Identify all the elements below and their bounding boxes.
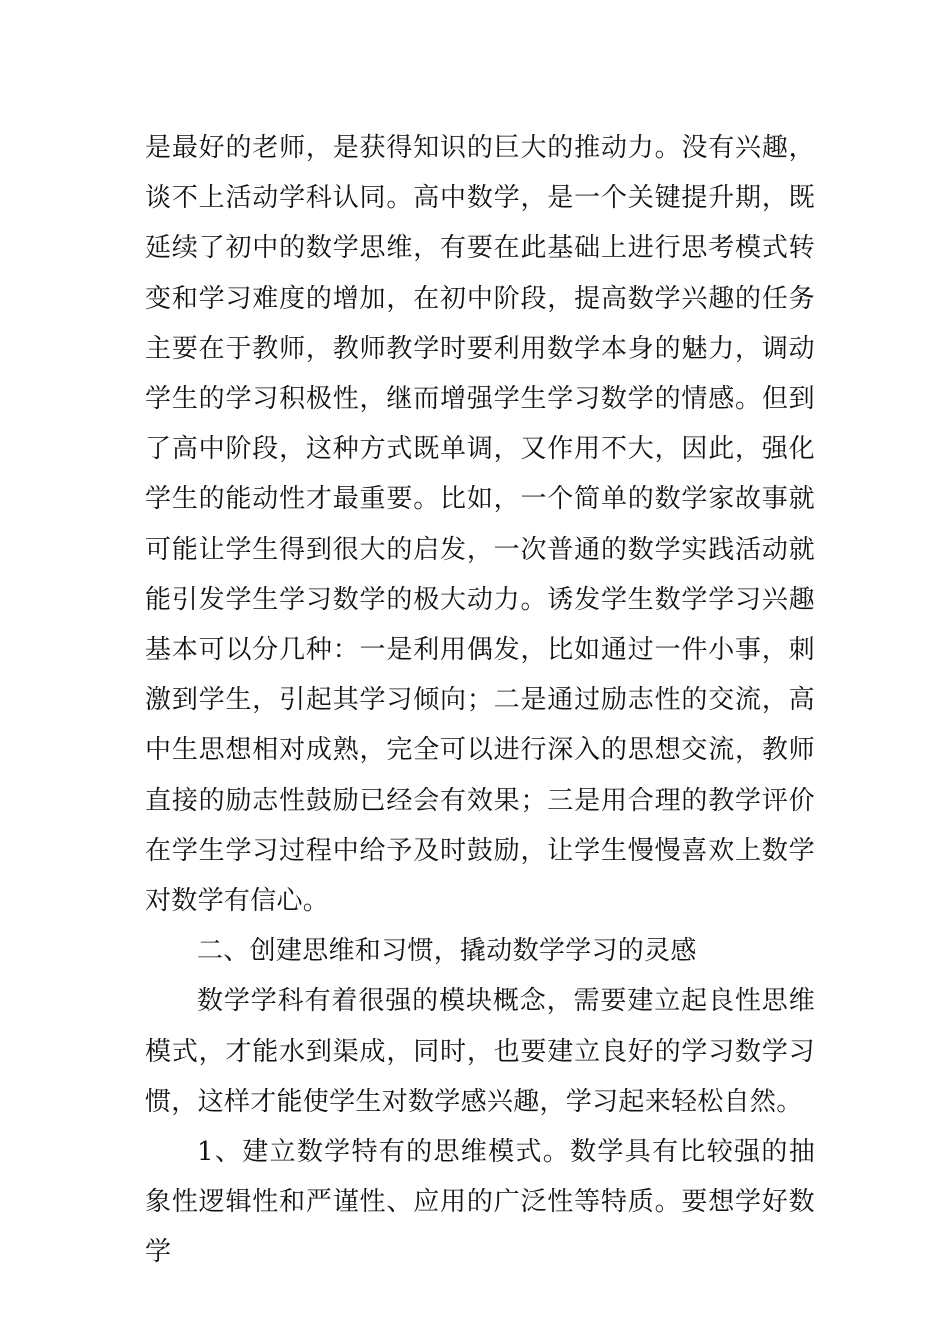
document-body	[145, 123, 815, 1278]
paragraph-interest: 是最好的老师，是获得知识的巨大的推动力。没有兴趣，谈不上活动学科认同。高中数学，是一个关键提升期，既延续了初中的数学思维，有要在此基础上进行思考模式转变和学习难度的增加，在初中阶段，提高数学兴趣的任务主要在于教师，教师教学时要利用数学本身的魅力，调动学生的学习积极性，继而增强学生学习数学的情感。但到了高中阶段，这种方式既单调，又作用不大，因此，强化学生的能动性才最重要。比如，一个简单的数学家故事就可能让学生得到很大的启发，一次普通的数学实践活动就能引发学生学习数学的极大动力。诱发学生数学学习兴趣基本可以分几种：一是利用偶发，比如通过一件小事，刺激到学生，引起其学习倾向；二是通过励志性的交流，高中生思想相对成熟，完全可以进行深入的思想交流，教师直接的励志性鼓励已经会有效果；三是用合理的教学评价在学生学习过程中给予及时鼓励，让学生慢慢喜欢上数学对数学有信心。	[145, 133, 815, 917]
section-heading: 二、创建思维和习惯，撬动数学学习的灵感	[197, 936, 697, 967]
paragraph-thinking-mode: 1、建立数学特有的思维模式。数学具有比较强的抽象性逻辑性和严谨性、应用的广泛性等特质。要想学好数学	[145, 1137, 815, 1268]
paragraph-thinking: 数学学科有着很强的模块概念，需要建立起良性思维模式，才能水到渠成，同时，也要建立良好的学习数学习惯，这样才能使学生对数学感兴趣，学习起来轻松自然。	[145, 986, 815, 1117]
